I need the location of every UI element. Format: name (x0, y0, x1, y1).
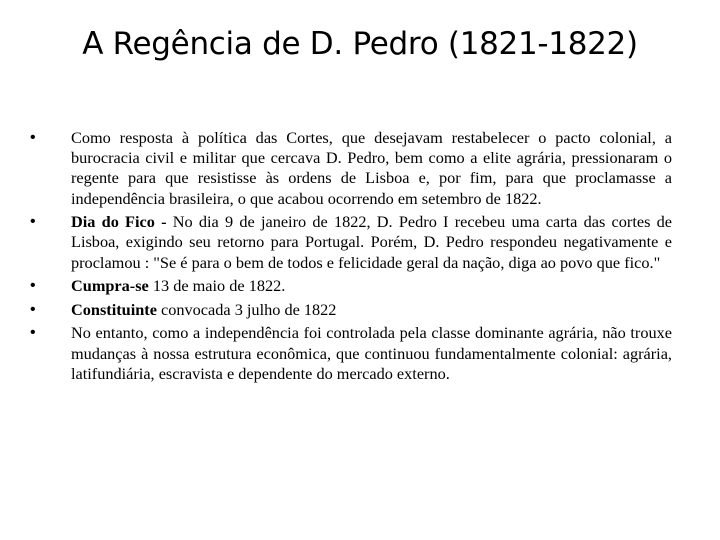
bullet-list (30, 128, 672, 387)
bullet-bold-text: Dia do Fico - (71, 212, 167, 232)
slide-title: A Regência de D. Pedro (1821-1822) (82, 26, 638, 62)
bullet-icon: • (30, 300, 36, 318)
bullet-bold-text: Constituinte (71, 299, 157, 319)
bullet-icon: • (30, 324, 36, 342)
bullet-bold-text: Cumpra-se (71, 276, 149, 296)
bullet-icon: • (30, 129, 36, 146)
bullet-item-no-entanto (30, 323, 672, 384)
bullet-item-constituinte (30, 300, 672, 320)
bullet-text: Como resposta à política das Cortes, que desejavam restabelecer o pacto colonial, a burocracia civil e militar que cercava D. Pedro, bem como a elite agrária, pressionaram o regente para que resistisse às ordens de Lisboa e, por fim, para que proclamasse a independência brasileira, o que acabou ocorrendo em setembro de 1822. (71, 128, 672, 208)
bullet-text: 13 de maio de 1822. (148, 276, 286, 296)
bullet-text: No entanto, como a independência foi controlada pela classe dominante agrária, não trouxe mudanças à nossa estrutura econômica, que continuou fundamentalmente colonial: agrária, latifundiária, escravista e dependente do mercado externo. (71, 323, 672, 383)
bullet-text: convocada 3 julho de 1822 (156, 299, 337, 319)
bullet-item-cortes (30, 128, 672, 209)
bullet-icon: • (30, 213, 36, 231)
bullet-item-dia-do-fico (30, 212, 672, 273)
bullet-icon: • (30, 277, 36, 295)
bullet-text: No dia 9 de janeiro de 1822, D. Pedro I recebeu uma carta das cortes de Lisboa, exigindo seu retorno para Portugal. Porém, D. Pedro respondeu negativamente e proclamou : "Se é para o bem de todos e felicidade geral da nação, diga ao povo que fico." (71, 212, 672, 272)
bullet-item-cumpra-se (30, 276, 672, 296)
